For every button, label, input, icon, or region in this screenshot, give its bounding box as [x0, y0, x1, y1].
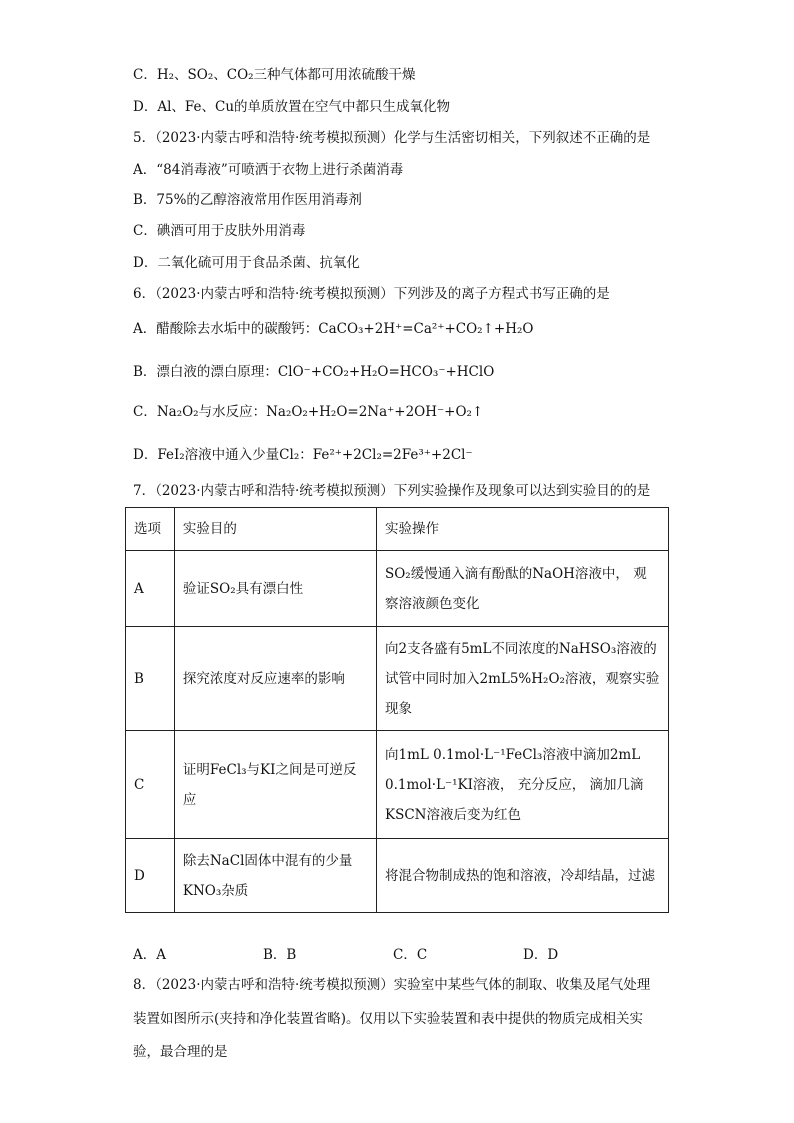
row-option: D [126, 839, 175, 913]
q7-answer-options [133, 943, 653, 963]
answer-option-b: B．B [263, 947, 297, 963]
header-purpose: 实验目的 [174, 508, 376, 551]
table-row [126, 731, 669, 839]
row-purpose: 探究浓度对反应速率的影响 [174, 627, 376, 731]
q6-option-c: C．Na₂O₂与水反应：Na₂O₂+H₂O=2Na⁺+2OH⁻+O₂↑ [133, 404, 484, 420]
q5-option-a: A．“84消毒液”可喷洒于衣物上进行杀菌消毒 [133, 162, 404, 178]
answer-option-c: C．C [393, 947, 428, 963]
header-operation: 实验操作 [376, 508, 668, 551]
table-header-row [126, 508, 669, 551]
row-option: B [126, 627, 175, 731]
row-purpose: 除去NaCl固体中混有的少量KNO₃杂质 [174, 839, 376, 913]
q6-option-d: D．FeI₂溶液中通入少量Cl₂：Fe²⁺+2Cl₂=2Fe³⁺+2Cl⁻ [133, 447, 473, 463]
q7-stem: 7．（2023·内蒙古呼和浩特·统考模拟预测）下列实验操作及现象可以达到实验目的的是 [133, 483, 651, 499]
experiment-table [125, 507, 669, 913]
row-operation: 将混合物制成热的饱和溶液，冷却结晶，过滤 [376, 839, 668, 913]
table-row [126, 627, 669, 731]
row-operation: SO₂缓慢通入滴有酚酞的NaOH溶液中， 观察溶液颜色变化 [376, 551, 668, 627]
q8-stem-line3: 验，最合理的是 [133, 1044, 228, 1060]
q6-option-a: A．醋酸除去水垢中的碳酸钙：CaCO₃+2H⁺=Ca²⁺+CO₂↑+H₂O [133, 321, 534, 337]
q4-option-d: D．Al、Fe、Cu的单质放置在空气中都只生成氧化物 [133, 99, 451, 115]
q5-option-b: B．75%的乙醇溶液常用作医用消毒剂 [133, 192, 362, 208]
q5-option-d: D．二氧化硫可用于食品杀菌、抗氧化 [133, 255, 360, 271]
row-operation: 向2支各盛有5mL不同浓度的NaHSO₃溶液的试管中同时加入2mL5%H₂O₂溶液，观察实验现象 [376, 627, 668, 731]
q6-option-b: B．漂白液的漂白原理：ClO⁻+CO₂+H₂O=HCO₃⁻+HClO [133, 364, 495, 380]
table-row [126, 551, 669, 627]
header-option: 选项 [126, 508, 175, 551]
q5-stem: 5．（2023·内蒙古呼和浩特·统考模拟预测）化学与生活密切相关，下列叙述不正确的是 [133, 130, 651, 146]
row-purpose: 验证SO₂具有漂白性 [174, 551, 376, 627]
row-operation: 向1mL 0.1mol·L⁻¹FeCl₃溶液中滴加2mL 0.1mol·L⁻¹KI溶液， 充分反应， 滴加几滴KSCN溶液后变为红色 [376, 731, 668, 839]
q4-option-c: C．H₂、SO₂、CO₂三种气体都可用浓硫酸干燥 [133, 67, 416, 83]
answer-option-a: A．A [133, 947, 166, 963]
q5-option-c: C．碘酒可用于皮肤外用消毒 [133, 223, 306, 239]
q6-stem: 6．（2023·内蒙古呼和浩特·统考模拟预测）下列涉及的离子方程式书写正确的是 [133, 286, 610, 302]
answer-option-d: D．D [523, 947, 559, 963]
row-purpose: 证明FeCl₃与KI之间是可逆反应 [174, 731, 376, 839]
q8-stem-line2: 装置如图所示(夹持和净化装置省略)。仅用以下实验装置和表中提供的物质完成相关实 [133, 1011, 644, 1027]
q8-stem-line1: 8．（2023·内蒙古呼和浩特·统考模拟预测）实验室中某些气体的制取、收集及尾气处理 [133, 977, 651, 993]
table-row [126, 839, 669, 913]
row-option: C [126, 731, 175, 839]
row-option: A [126, 551, 175, 627]
